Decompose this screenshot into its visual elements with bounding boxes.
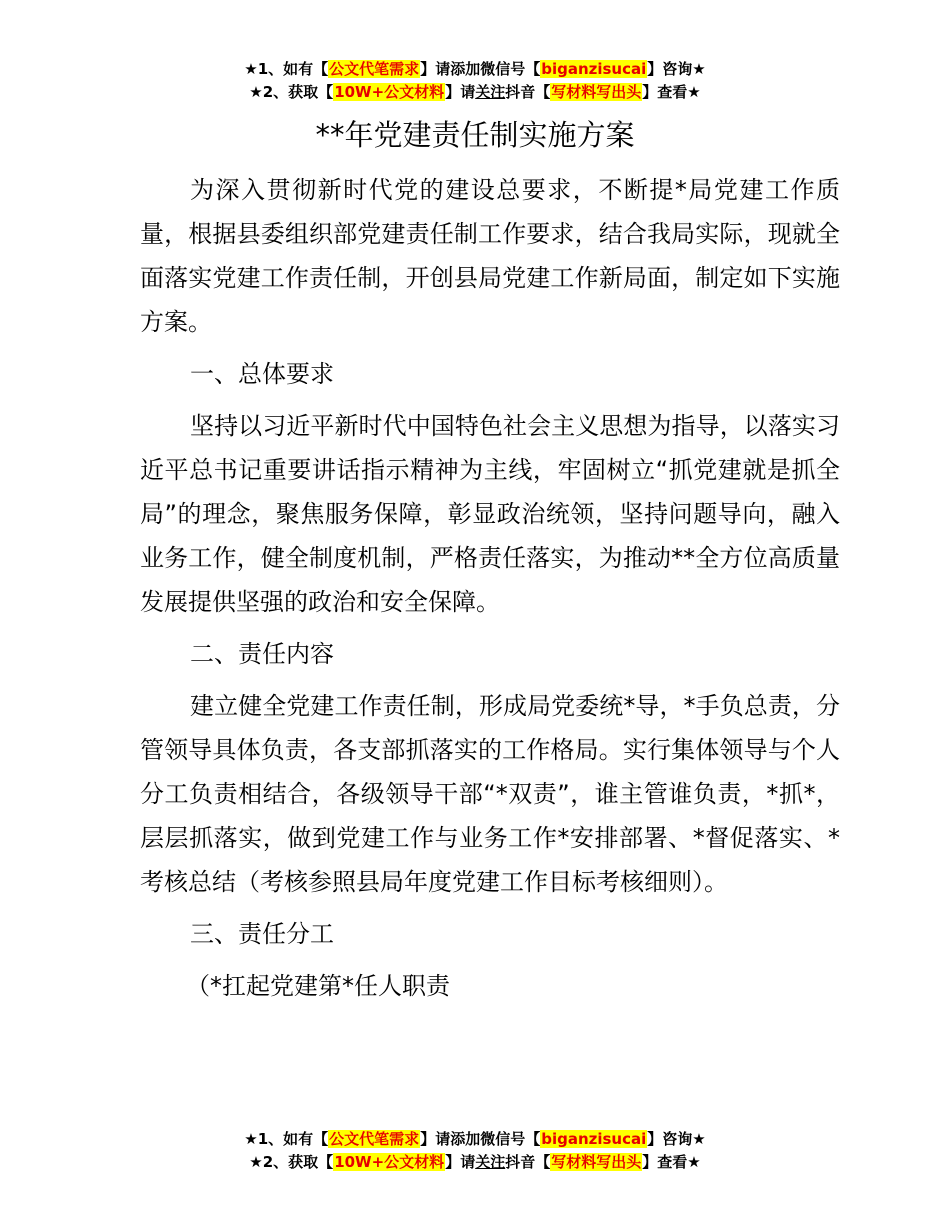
highlight-douyin-account: 写材料写出头 [551,1153,642,1171]
banner-text: 】查看★ [642,83,701,101]
section-heading-2: 二、责任内容 [190,640,334,668]
underlined-follow: 关注 [475,83,506,101]
highlight-ghostwriting: 公文代笔需求 [329,60,420,78]
banner-line-2 [0,81,950,104]
banner-line-1 [0,58,950,81]
section-body-2: 建立健全党建工作责任制，形成局党委统*导，*手负总责，分管领导具体负责，各支部抓落实的工作格局。实行集体领导与个人分工负责相结合，各级领导干部“*双责”，谁主管谁负责，*抓*，层层抓落实，做到党建工作与业务工作*安排部署、*督促落实、*考核总结（考核参照县局年度党建工作目标考核细则）。 [140,692,840,896]
section-body-1: 坚持以习近平新时代中国特色社会主义思想为指导，以落实习近平总书记重要讲话指示精神为主线，牢固树立“抓党建就是抓全局”的理念，聚焦服务保障，彰显政治统领，坚持问题导向，融入业务工作，健全制度机制，严格责任落实，为推动**全方位高质量发展提供坚强的政治和安全保障。 [140,412,840,616]
highlight-materials: 10W+公文材料 [334,1153,445,1171]
document-title: **年党建责任制实施方案 [315,118,635,152]
banner-text: 】请添加微信号【 [420,1130,541,1148]
footer-banner [0,1128,950,1174]
section-heading-1: 一、总体要求 [190,360,334,388]
highlight-wechat-id: biganzisucai [541,1130,647,1148]
highlight-wechat-id: biganzisucai [541,60,647,78]
highlight-ghostwriting: 公文代笔需求 [329,1130,420,1148]
banner-text: 】咨询★ [647,60,706,78]
banner-text: 抖音【 [505,1153,551,1171]
banner-text: ★2、获取【 [249,83,334,101]
section-heading-3: 三、责任分工 [190,920,334,948]
header-banner [0,58,950,104]
banner-text: ★1、如有【 [244,60,329,78]
highlight-materials: 10W+公文材料 [334,83,445,101]
banner-text: 】请添加微信号【 [420,60,541,78]
banner-line-2 [0,1151,950,1174]
banner-text: 抖音【 [505,83,551,101]
banner-text: 】查看★ [642,1153,701,1171]
banner-text: 】请 [445,1153,476,1171]
banner-line-1 [0,1128,950,1151]
intro-paragraph: 为深入贯彻新时代党的建设总要求，不断提*局党建工作质量，根据县委组织部党建责任制工作要求，结合我局实际，现就全面落实党建工作责任制，开创县局党建工作新局面，制定如下实施方案。 [140,176,840,336]
underlined-follow: 关注 [475,1153,506,1171]
highlight-douyin-account: 写材料写出头 [551,83,642,101]
banner-text: 】咨询★ [647,1130,706,1148]
subsection-heading: （*扛起党建第*任人职责 [186,972,450,1000]
banner-text: 】请 [445,83,476,101]
document-body [140,168,840,1008]
banner-text: ★1、如有【 [244,1130,329,1148]
banner-text: ★2、获取【 [249,1153,334,1171]
